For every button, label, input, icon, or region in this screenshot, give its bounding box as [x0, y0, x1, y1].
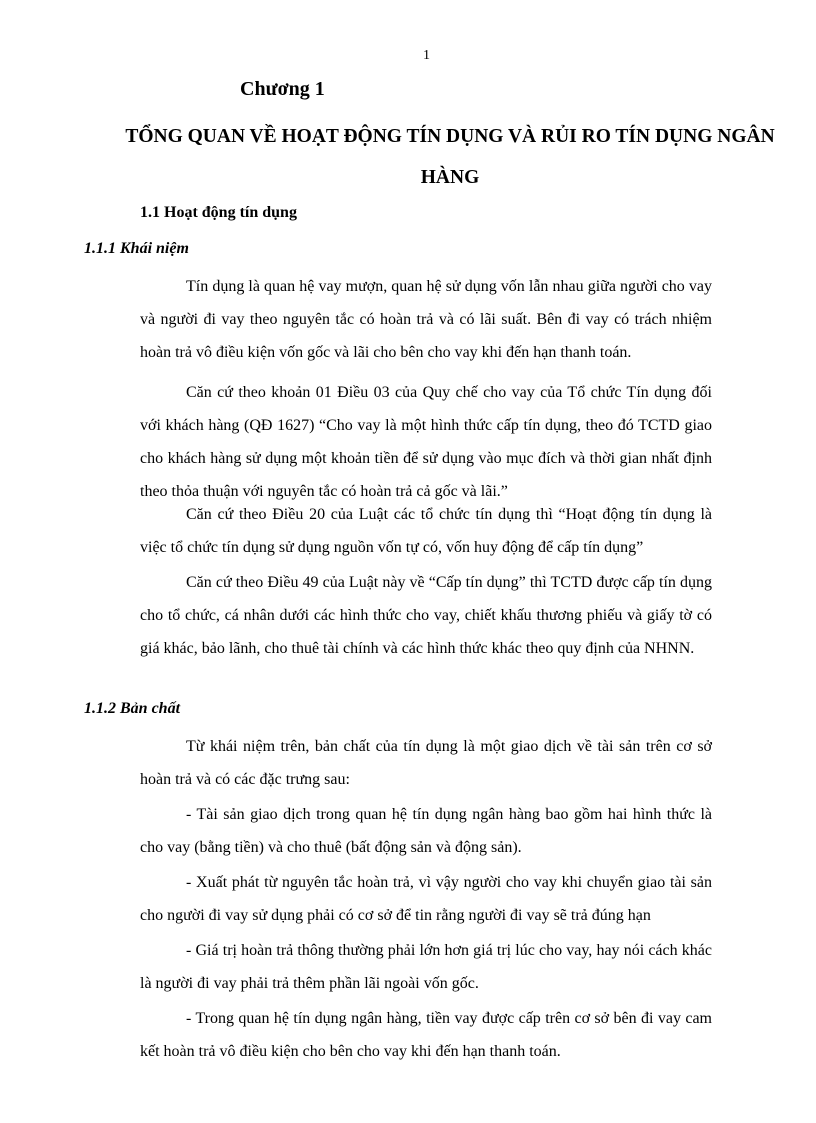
paragraph-law-article-49: Căn cứ theo Điều 49 của Luật này về “Cấp tín dụng” thì TCTD được cấp tín dụng cho tổ chức, cá nhân dưới các hình thức cho vay, chiết khấu thương phiếu và giấy tờ có giá khác, bảo lãnh, cho thuê tài chính và các hình thức khác theo quy định của NHNN.	[140, 574, 712, 657]
paragraph-regulation-qd1627: Căn cứ theo khoản 01 Điều 03 của Quy chế cho vay của Tổ chức Tín dụng đối với khách hàng (QĐ 1627) “Cho vay là một hình thức cấp tín dụng, theo đó TCTD giao cho khách hàng sử dụng một khoản tiền để sử dụng vào mục đích và thời gian nhất định theo thỏa thuận với nguyên tắc có hoàn trả cả gốc và lãi.”	[140, 384, 712, 500]
paragraph-asset-forms: - Tài sản giao dịch trong quan hệ tín dụng ngân hàng bao gồm hai hình thức là cho vay (bằng tiền) và cho thuê (bất động sản và động sản).	[140, 806, 712, 856]
paragraph-interest: - Giá trị hoàn trả thông thường phải lớn hơn giá trị lúc cho vay, hay nói cách khác là người đi vay phải trả thêm phần lãi ngoài vốn gốc.	[140, 942, 712, 992]
section-heading-1-1-1: 1.1.1 Khái niệm	[84, 240, 189, 257]
page-number: 1	[423, 48, 430, 63]
paragraph-commitment: - Trong quan hệ tín dụng ngân hàng, tiền vay được cấp trên cơ sở bên đi vay cam kết hoàn trả vô điều kiện cho bên cho vay khi đến hạn thanh toán.	[140, 1010, 712, 1060]
section-heading-1-1: 1.1 Hoạt động tín dụng	[140, 204, 297, 221]
paragraph-repayment-principle: - Xuất phát từ nguyên tắc hoàn trả, vì vậy người cho vay khi chuyển giao tài sản cho người đi vay sử dụng phải có cơ sở để tin rằng người đi vay sẽ trả đúng hạn	[140, 874, 712, 924]
paragraph-definition: Tín dụng là quan hệ vay mượn, quan hệ sử dụng vốn lẫn nhau giữa người cho vay và người đi vay theo nguyên tắc có hoàn trả và có lãi suất. Bên đi vay có trách nhiệm hoàn trả vô điều kiện vốn gốc và lãi cho bên cho vay khi đến hạn thanh toán.	[140, 278, 712, 361]
chapter-title: TỔNG QUAN VỀ HOẠT ĐỘNG TÍN DỤNG VÀ RỦI RO TÍN DỤNG NGÂN HÀNG	[125, 126, 775, 188]
chapter-label: Chương 1	[240, 78, 325, 100]
section-heading-1-1-2: 1.1.2 Bản chất	[84, 700, 181, 717]
paragraph-law-article-20: Căn cứ theo Điều 20 của Luật các tổ chức tín dụng thì “Hoạt động tín dụng là việc tổ chức tín dụng sử dụng nguồn vốn tự có, vốn huy động để cấp tín dụng”	[140, 506, 712, 556]
paragraph-nature-intro: Từ khái niệm trên, bản chất của tín dụng là một giao dịch về tài sản trên cơ sở hoàn trả và có các đặc trưng sau:	[140, 738, 712, 788]
